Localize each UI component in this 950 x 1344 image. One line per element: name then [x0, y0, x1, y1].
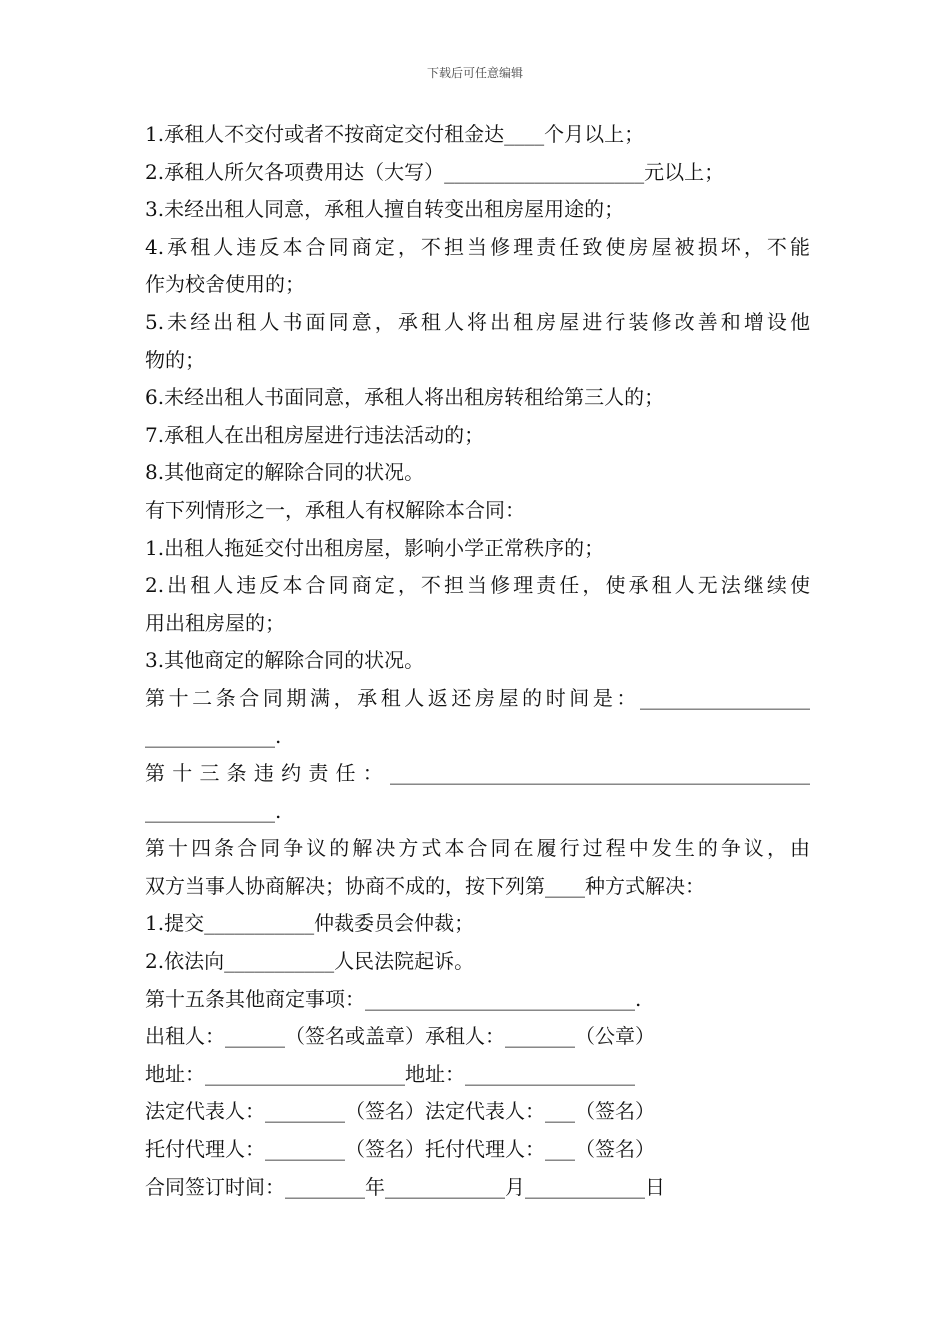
document-line: _____________. [145, 723, 282, 748]
document-line: 5.未经出租人书面同意，承租人将出租房屋进行装修改善和增设他 [145, 309, 810, 334]
document-line: 双方当事人协商解决；协商不成的，按下列第____种方式解决： [145, 873, 705, 898]
document-line: 1.提交___________仲裁委员会仲裁； [145, 911, 475, 936]
document-line: 6.未经出租人书面同意，承租人将出租房转租给第三人的； [145, 385, 665, 410]
document-line: 2.出租人违反本合同商定，不担当修理责任，使承租人无法继续使 [145, 573, 810, 598]
document-line: 2.承租人所欠各项费用达（大写）____________________元以上； [145, 159, 725, 184]
document-line: 3.未经出租人同意，承租人擅自转变出租房屋用途的； [145, 197, 625, 222]
document-line: 法定代表人：________（签名）法定代表人：___（签名） [145, 1099, 655, 1124]
document-line: 用出租房屋的； [145, 610, 285, 635]
document-line: 第十五条其他商定事项：___________________________. [145, 986, 642, 1011]
document-line: _____________. [145, 798, 282, 823]
document-line: 2.依法向___________人民法院起诉。 [145, 949, 475, 974]
document-line: 7.承租人在出租房屋进行违法活动的； [145, 422, 485, 447]
document-line: 托付代理人：________（签名）托付代理人：___（签名） [145, 1137, 655, 1162]
document-line: 3.其他商定的解除合同的状况。 [145, 648, 425, 673]
document-line: 合同签订时间：________年____________月____________日 [145, 1174, 665, 1199]
document-line: 第十四条合同争议的解决方式本合同在履行过程中发生的争议，由 [145, 836, 810, 861]
document-line: 1.出租人拖延交付出租房屋，影响小学正常秩序的； [145, 535, 605, 560]
document-line: 第十二条合同期满，承租人返还房屋的时间是：_________________ [145, 685, 810, 710]
document-line: 1.承租人不交付或者不按商定交付租金达____个月以上； [145, 122, 645, 146]
document-line: 出租人：______（签名或盖章）承租人：_______（公章） [145, 1024, 655, 1049]
document-line: 物的； [145, 347, 205, 372]
document-line: 有下列情形之一，承租人有权解除本合同： [145, 497, 525, 522]
page-header: 下载后可任意编辑 [426, 66, 523, 80]
document-line: 地址：____________________地址：_________________ [145, 1061, 635, 1086]
document-line: 8.其他商定的解除合同的状况。 [145, 460, 425, 485]
document-line: 4.承租人违反本合同商定，不担当修理责任致使房屋被损坏，不能 [145, 234, 810, 259]
document-line: 第十三条违约责任：__________________________________________ [145, 761, 810, 786]
document-line: 作为校舍使用的； [145, 272, 305, 297]
document-body [145, 116, 810, 1206]
